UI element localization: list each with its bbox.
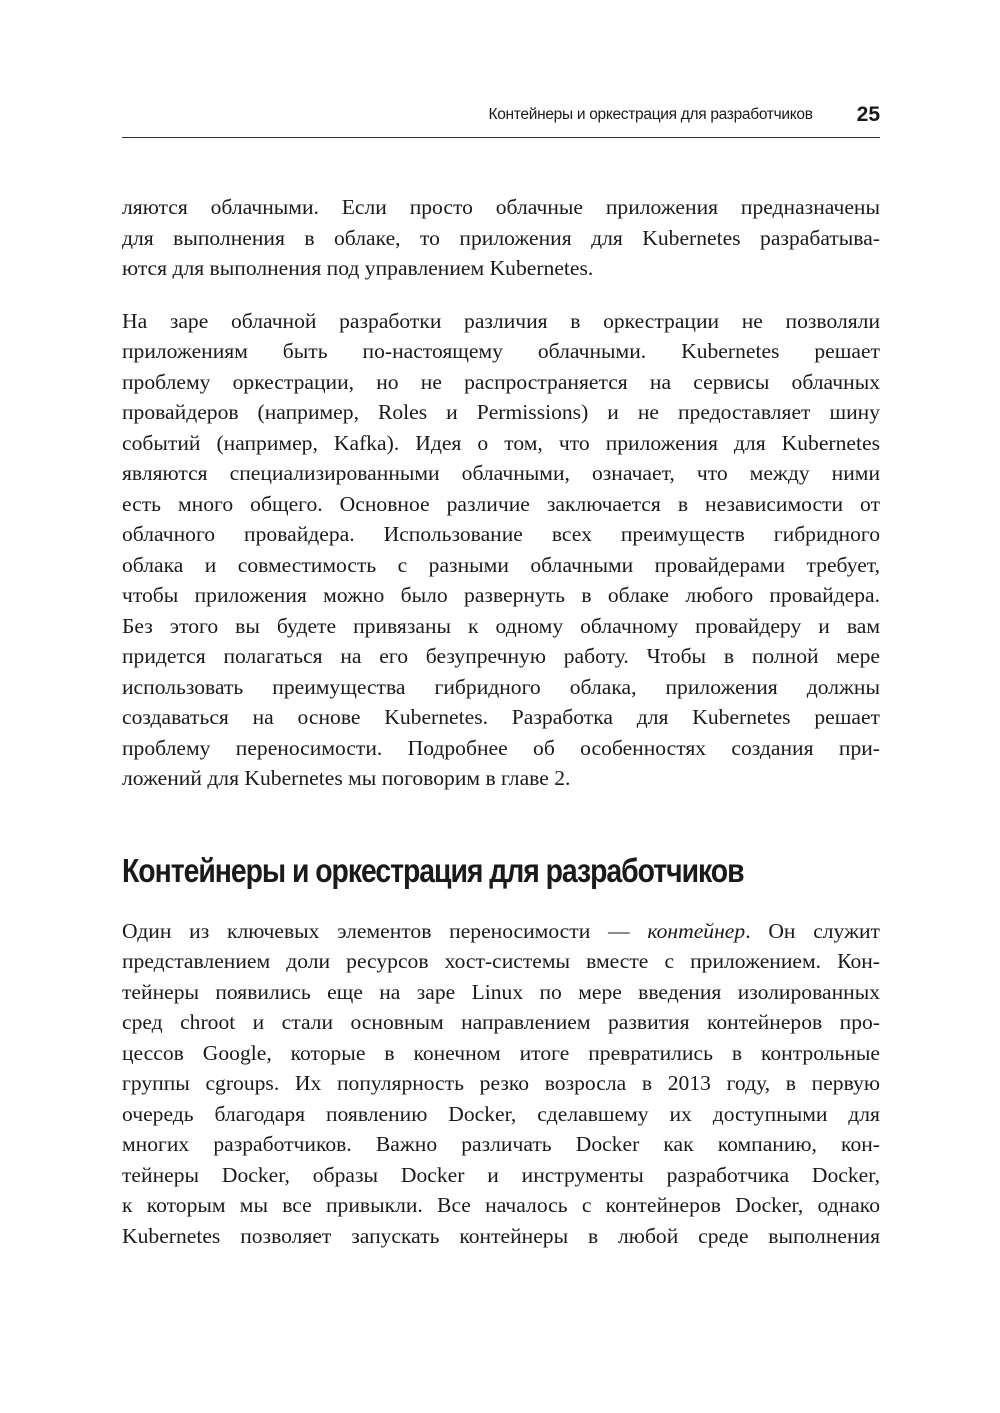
paragraph-line: Kubernetes позволяет запускать контейнеры в любой среде выполнения — [122, 1223, 880, 1248]
paragraph-line: облачного провайдера. Использование всех преимуществ гибридного — [122, 522, 880, 546]
paragraph-line: к которым мы все привыкли. Все началось с контейнеров Docker, однако — [122, 1193, 880, 1217]
paragraph-line: проблему оркестрации, но не распространяется на сервисы облачных — [122, 369, 880, 394]
page-number: 25 — [856, 102, 880, 126]
paragraph-line: сред chroot и стали основным направлением развития контейнеров про- — [122, 1010, 880, 1034]
paragraph-line: многих разработчиков. Важно различать Docker как компанию, кон- — [122, 1132, 880, 1156]
paragraph-2 — [122, 306, 880, 794]
paragraph-line — [122, 916, 880, 947]
paragraph-line: создаваться на основе Kubernetes. Разработка для Kubernetes решает — [122, 705, 880, 729]
emphasis-term: контейнер — [647, 918, 746, 943]
paragraph-line: провайдеров (например, Roles и Permissions) и не предоставляет шину — [122, 400, 880, 424]
paragraph-line: тейнеры появились еще на заре Linux по мере введения изолированных — [122, 979, 880, 1004]
paragraph-line: облака и совместимость с разными облачными провайдерами требует, — [122, 552, 880, 577]
page-content — [122, 192, 880, 1273]
running-header-title: Контейнеры и оркестрация для разработчиков — [488, 105, 813, 123]
paragraph-line: На заре облачной разработки различия в оркестрации не позволяли — [122, 308, 880, 333]
paragraph-1 — [122, 192, 880, 284]
paragraph-line: ложений для Kubernetes мы поговорим в главе 2. — [122, 766, 571, 790]
running-header — [122, 96, 880, 138]
paragraph-line: чтобы приложения можно было развернуть в облаке любого провайдера. — [122, 583, 880, 607]
paragraph-line: для выполнения в облаке, то приложения для Kubernetes разрабатыва- — [122, 225, 880, 250]
paragraph-3 — [122, 916, 880, 1252]
paragraph-line: событий (например, Kafka). Идея о том, что приложения для Kubernetes — [122, 430, 880, 455]
paragraph-line: проблему переносимости. Подробнее об особенностях создания при- — [122, 735, 880, 760]
line-text: Один из ключевых элементов переносимости — — [122, 918, 648, 943]
paragraph-line: есть много общего. Основное различие заключается в независимости от — [122, 491, 880, 516]
paragraph-line: группы cgroups. Их популярность резко возросла в 2013 году, в первую — [122, 1071, 880, 1095]
paragraph-line: очередь благодаря появлению Docker, сделавшему их доступными для — [122, 1101, 880, 1126]
paragraph-line: Без этого вы будете привязаны к одному облачному провайдеру и вам — [122, 613, 880, 638]
section-heading: Контейнеры и оркестрация для разработчиков — [122, 851, 744, 889]
paragraph-line: ются для выполнения под управлением Kubernetes. — [122, 256, 594, 280]
paragraph-line: тейнеры Docker, образы Docker и инструменты разработчика Docker, — [122, 1162, 880, 1187]
paragraph-line: являются специализированными облачными, означает, что между ними — [122, 461, 880, 485]
paragraph-line: представлением доли ресурсов хост-системы вместе с приложением. Кон- — [122, 949, 880, 973]
line-text: . Он служит — [745, 918, 880, 943]
paragraph-line: ляются облачными. Если просто облачные приложения предназначены — [122, 195, 880, 219]
paragraph-line: цессов Google, которые в конечном итоге превратились в контрольные — [122, 1040, 880, 1065]
paragraph-line: использовать преимущества гибридного облака, приложения должны — [122, 674, 880, 699]
paragraph-line: приложениям быть по-настоящему облачными. Kubernetes решает — [122, 339, 880, 363]
paragraph-line: придется полагаться на его безупречную работу. Чтобы в полной мере — [122, 644, 880, 668]
